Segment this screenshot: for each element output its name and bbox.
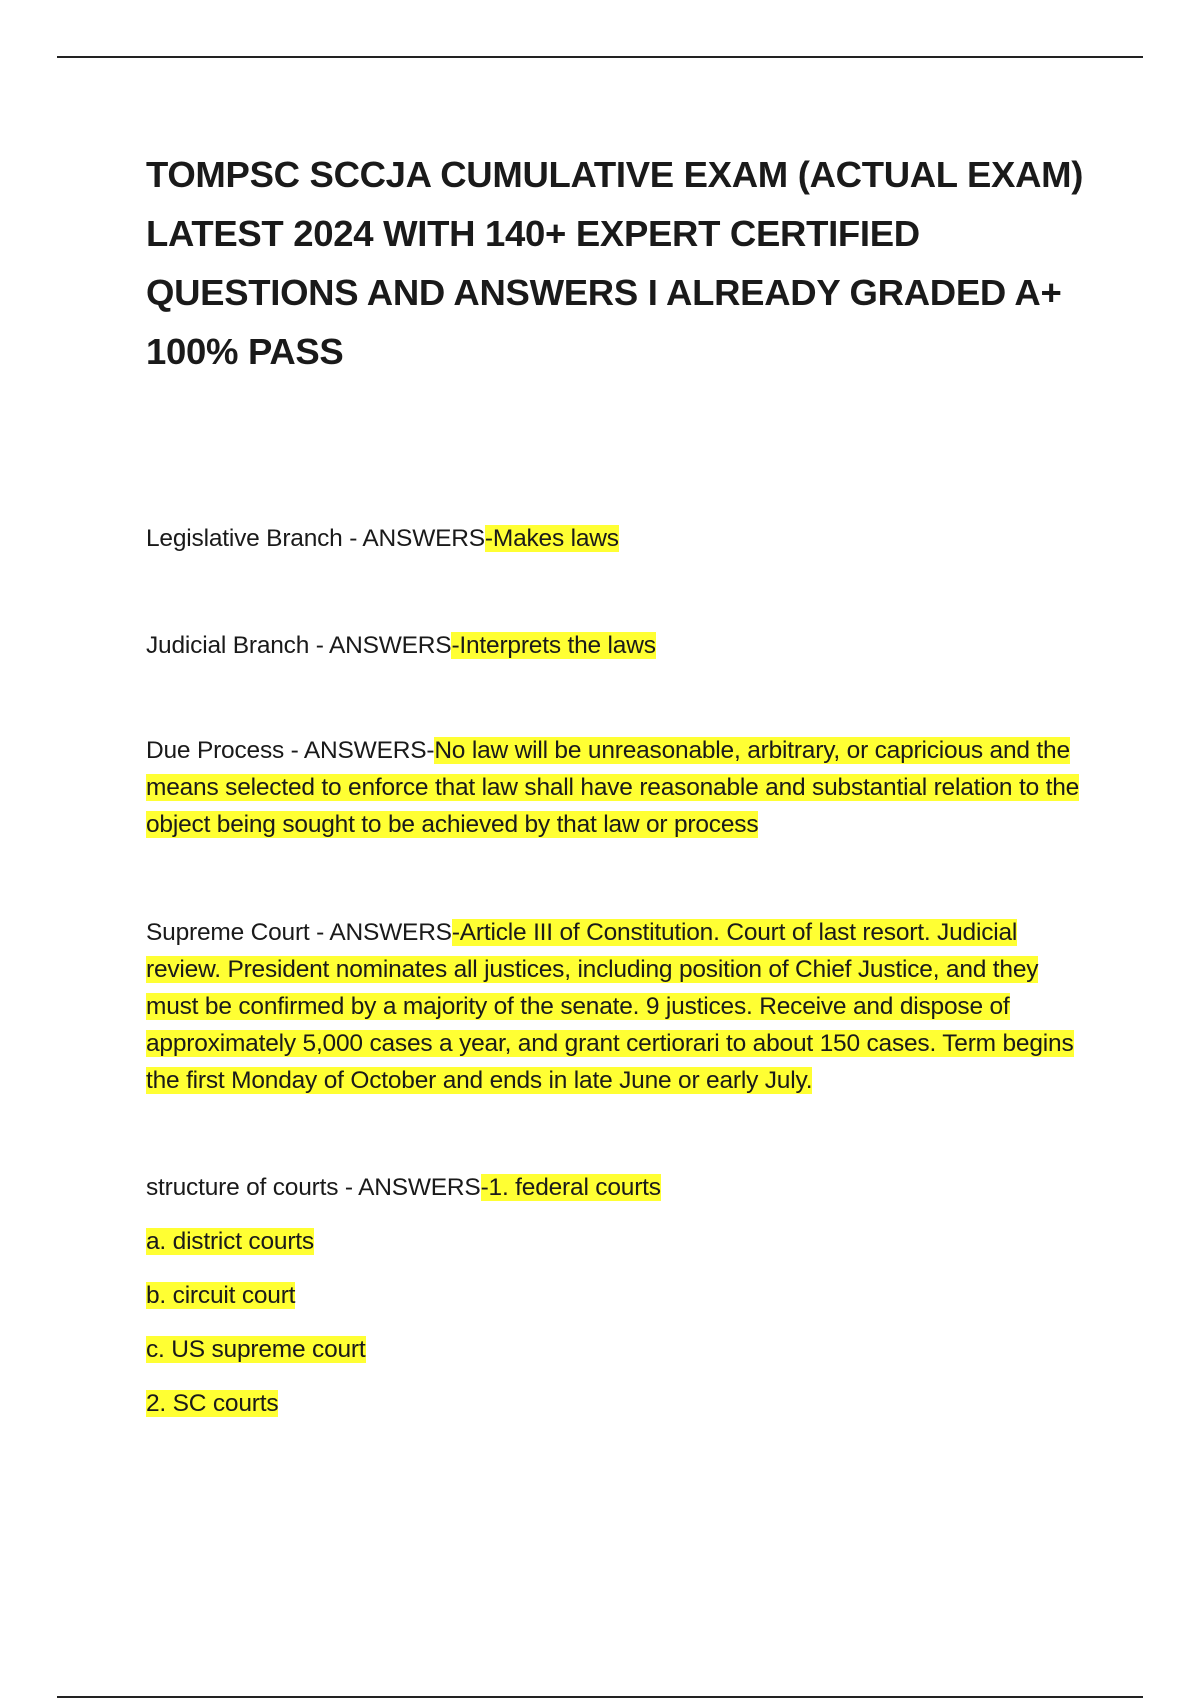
top-divider-line	[57, 56, 1143, 58]
question-term: Legislative Branch - ANSWERS	[146, 525, 485, 552]
bottom-divider-line	[57, 1696, 1143, 1698]
highlighted-sub-answer: b. circuit court	[146, 1282, 296, 1309]
qa-item-judicial-branch	[146, 627, 1096, 664]
highlighted-sub-answer: a. district courts	[146, 1228, 314, 1255]
qa-item-legislative-branch	[146, 520, 1096, 557]
question-term: Judicial Branch - ANSWERS	[146, 632, 452, 659]
qa-item-supreme-court	[146, 914, 1096, 1099]
qa-item-structure-of-courts	[146, 1169, 1096, 1206]
highlighted-answer: -Makes laws	[484, 525, 619, 552]
sub-item-us-supreme-court	[146, 1331, 1096, 1368]
highlighted-sub-answer: c. US supreme court	[146, 1336, 366, 1363]
qa-item-due-process	[146, 732, 1096, 843]
sub-item-circuit-court	[146, 1277, 1096, 1314]
document-title: TOMPSC SCCJA CUMULATIVE EXAM (ACTUAL EXAM) LATEST 2024 WITH 140+ EXPERT CERTIFIED QUESTIONS AND ANSWERS I ALREADY GRADED A+ 100% PASS	[146, 154, 1084, 372]
sub-item-sc-courts	[146, 1385, 1096, 1422]
highlighted-answer: No law will be unreasonable, arbitrary, or capricious and the means selected to enforce that law shall have reasonable and substantial relation to the object being sought to be achieved by that law or process	[146, 737, 1080, 838]
question-term: structure of courts - ANSWERS	[146, 1174, 481, 1201]
document-body	[146, 145, 1096, 1422]
highlighted-answer: -Article III of Constitution. Court of last resort. Judicial review. President nominates all justices, including position of Chief Justice, and they must be confirmed by a majority of the senate. 9 justices. Receive and dispose of approximately 5,000 cases a year, and grant certiorari to about 150 cases. Term begins the first Monday of October and ends in late June or early July.	[146, 919, 1074, 1094]
highlighted-answer: -Interprets the laws	[451, 632, 656, 659]
highlighted-sub-answer: 2. SC courts	[146, 1390, 279, 1417]
sub-item-district-courts	[146, 1223, 1096, 1260]
highlighted-answer: -1. federal courts	[480, 1174, 661, 1201]
question-term: Supreme Court - ANSWERS	[146, 919, 452, 946]
question-term: Due Process - ANSWERS-	[146, 737, 435, 764]
